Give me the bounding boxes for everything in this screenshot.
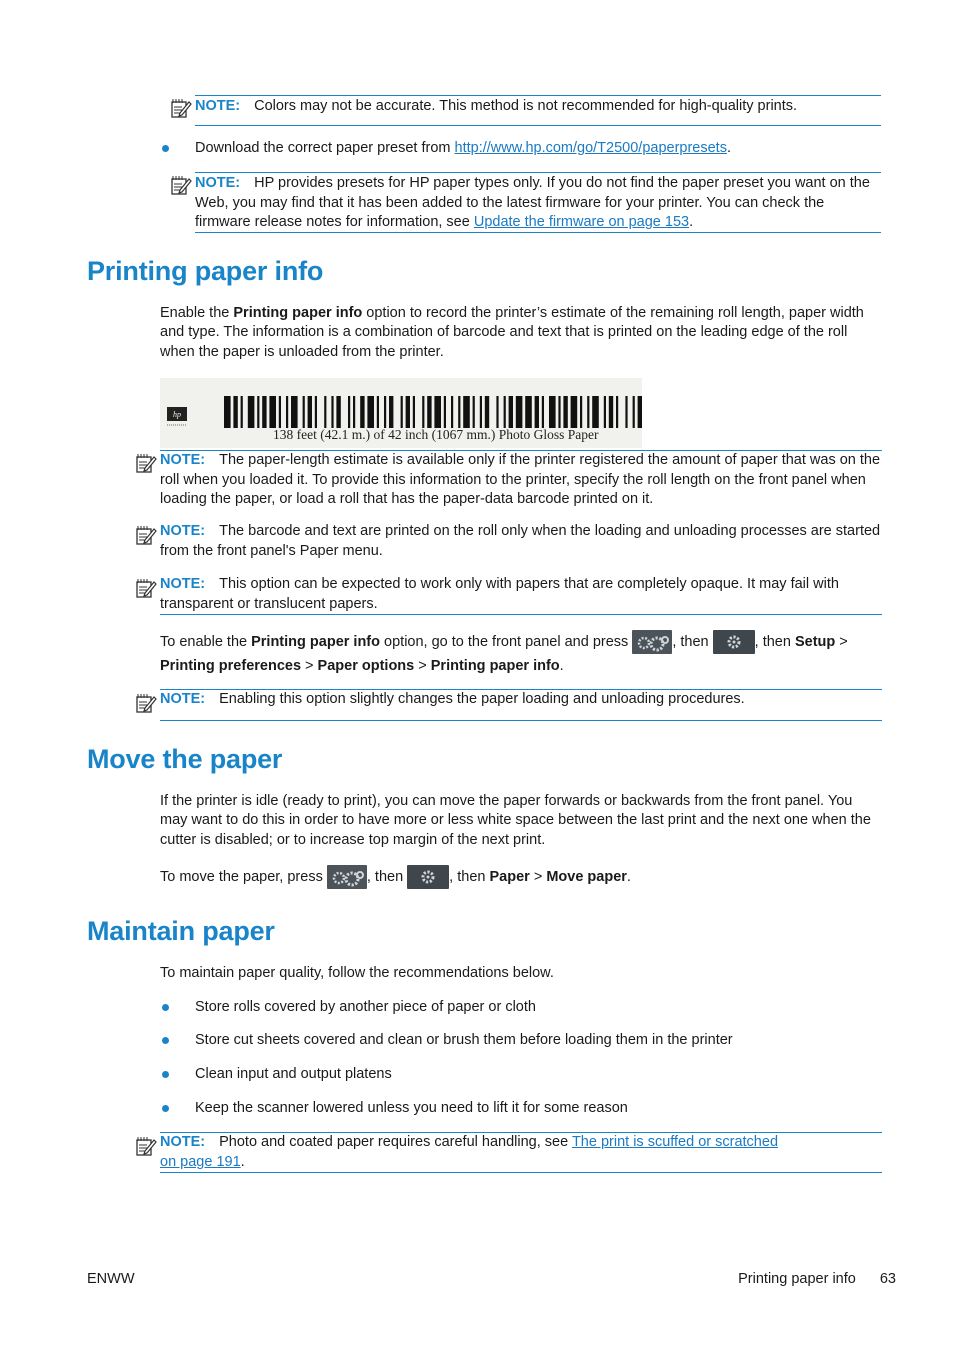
note-photo-paper: NOTE: Photo and coated paper requires careful handling, see The print is scuffed or scratched on page 191. — [160, 1133, 882, 1173]
note-enabling-option — [160, 690, 882, 720]
note-text: Photo and coated paper requires careful handling, see — [219, 1134, 569, 1150]
barcode-bar — [279, 396, 281, 428]
note-paper-length — [160, 451, 882, 511]
barcode-bar — [233, 396, 237, 428]
gear-icon — [407, 865, 449, 889]
barcode-bar — [241, 396, 243, 428]
barcode-bar — [389, 396, 393, 428]
barcode-bar — [224, 396, 231, 428]
note-text: Colors may not be accurate. This method is not recommended for high-quality prints. — [254, 98, 798, 114]
barcode-bar — [625, 396, 627, 428]
barcode-bar — [384, 396, 386, 428]
enable-instructions: To enable the Printing paper info option, go to the front panel and press , then , then Setup > Printing preferences > Paper options > Printing paper info. — [160, 630, 880, 678]
barcode-bar — [592, 396, 599, 428]
barcode-bar — [535, 396, 539, 428]
bullet — [162, 1037, 169, 1044]
scuffed-print-link[interactable]: The print is scuffed or scratched — [571, 1134, 779, 1150]
barcode-bar — [549, 396, 556, 428]
barcode-bar — [262, 396, 266, 428]
barcode-bar — [580, 396, 582, 428]
note-label: NOTE: — [160, 1134, 206, 1150]
barcode-bar — [638, 396, 642, 428]
page-number: 63 — [879, 1271, 896, 1287]
barcode-bar — [324, 396, 326, 428]
barcode-bar — [444, 396, 446, 428]
barcode-bar — [496, 396, 498, 428]
section-heading-maintain-paper: Maintain paper — [87, 916, 275, 946]
list-item: Keep the scanner lowered unless you need to lift it for some reason — [195, 1100, 628, 1116]
note-text: Enabling this option slightly changes the paper loading and unloading procedures. — [219, 691, 745, 707]
bullet — [162, 145, 169, 152]
barcode-bar — [434, 396, 441, 428]
barcode-bar — [348, 396, 350, 428]
barcode-bar — [367, 396, 374, 428]
barcode-bar — [616, 396, 618, 428]
footer-section: Printing paper info — [738, 1271, 856, 1287]
note-text: This option can be expected to work only with papers that are completely opaque. It may fail with transparent or translucent papers. — [160, 576, 839, 612]
section-heading-move-paper: Move the paper — [87, 744, 283, 774]
barcode-bar — [377, 396, 379, 428]
settings-button-icon — [632, 630, 672, 654]
bullet — [162, 1004, 169, 1011]
note-label: NOTE: — [195, 175, 241, 191]
note-text: HP provides presets for HP paper types only. If you do not find the paper preset you want on the Web, you may find that it has been added to the latest firmware for your printer. You can check the firmware release notes for information, see — [195, 175, 870, 230]
barcode-bar — [571, 396, 578, 428]
barcode-bar — [504, 396, 506, 428]
note-icon — [170, 97, 192, 119]
barcode-caption: 138 feet (42.1 m.) of 42 inch (1067 mm.) Photo Gloss Paper — [273, 427, 599, 442]
maintain-intro: To maintain paper quality, follow the recommendations below. — [160, 965, 554, 981]
barcode-bar — [406, 396, 410, 428]
barcode-bar — [587, 396, 589, 428]
note-label: NOTE: — [160, 523, 206, 539]
barcode-bar — [257, 396, 259, 428]
note-icon — [135, 1135, 157, 1157]
barcode-bar — [269, 396, 276, 428]
barcode-bar — [248, 396, 255, 428]
note-label: NOTE: — [160, 576, 206, 592]
section-heading-printing-paper-info: Printing paper info — [87, 256, 324, 286]
barcode-bar — [331, 396, 333, 428]
note-presets: NOTE: HP provides presets for HP paper types only. If you do not find the paper preset you want on the Web, you may find that it has been added to the latest firmware for your printer. You can check the firmware release notes for information, see Update the firmware on page 153. — [195, 173, 881, 233]
bullet — [162, 1105, 169, 1112]
note-icon — [135, 524, 157, 546]
barcode-bar — [291, 396, 298, 428]
barcode-bar — [286, 396, 288, 428]
note-icon — [170, 174, 192, 196]
list-item: Store cut sheets covered and clean or brush them before loading them in the printer — [195, 1032, 733, 1048]
barcode-bar — [308, 396, 312, 428]
footer-left: ENWW — [87, 1271, 135, 1287]
note-label: NOTE: — [160, 691, 206, 707]
move-paper-instructions: To move the paper, press , then , then Paper > Move paper. — [160, 865, 631, 889]
barcode — [224, 396, 642, 428]
note-icon — [135, 452, 157, 474]
barcode-bar — [458, 396, 460, 428]
barcode-bar — [604, 396, 606, 428]
barcode-bar — [353, 396, 355, 428]
note-opaque — [160, 575, 882, 615]
barcode-bar — [463, 396, 470, 428]
barcode-bar — [336, 396, 340, 428]
barcode-bar — [516, 396, 523, 428]
printing-info-intro: Enable the Printing paper info option to record the printer’s estimate of the remaining roll length, paper width and type. The information is a combination of barcode and text that is printed on the leading edge of the roll when the paper is unloaded from the printer. — [160, 305, 864, 360]
note-label: NOTE: — [195, 98, 241, 114]
note-icon — [135, 577, 157, 599]
barcode-bar — [509, 396, 513, 428]
barcode-bar — [303, 396, 305, 428]
barcode-bar — [563, 396, 567, 428]
note-icon — [135, 692, 157, 714]
barcode-bar — [542, 396, 544, 428]
barcode-bar — [427, 396, 431, 428]
svg-text:hp: hp — [173, 410, 181, 419]
barcode-bar — [609, 396, 613, 428]
barcode-bar — [413, 396, 415, 428]
note-colors — [195, 96, 881, 125]
barcode-bar — [525, 396, 532, 428]
barcode-bar — [401, 396, 403, 428]
paper-presets-link[interactable]: http://www.hp.com/go/T2500/paperpresets — [454, 140, 727, 156]
note-text: The barcode and text are printed on the roll only when the loading and unloading processes are started from the front panel's Paper menu. — [160, 523, 881, 559]
gear-icon — [713, 630, 755, 654]
barcode-bar — [558, 396, 560, 428]
barcode-bar — [360, 396, 364, 428]
update-firmware-link[interactable]: Update the firmware on page 153 — [473, 214, 690, 230]
bullet — [162, 1071, 169, 1078]
barcode-bar — [315, 396, 317, 428]
barcode-bar — [473, 396, 475, 428]
barcode-bar — [422, 396, 424, 428]
barcode-bar — [633, 396, 635, 428]
list-item: Store rolls covered by another piece of paper or cloth — [195, 999, 536, 1015]
barcode-sample-image — [160, 378, 642, 448]
barcode-bar — [451, 396, 453, 428]
scuffed-print-page-link[interactable]: on page 191 — [160, 1153, 241, 1170]
footer-right — [738, 1271, 896, 1287]
download-line: Download the correct paper preset from http://www.hp.com/go/T2500/paperpresets. — [195, 140, 731, 156]
note-barcode-text — [160, 522, 882, 562]
barcode-bar — [485, 396, 489, 428]
move-paper-body: If the printer is idle (ready to print), you can move the paper forwards or backwards from the front panel. You may want to do this in order to have more or less white space between the last print and the next one when the cutter is disabled; or to increase top margin of the next print. — [160, 793, 871, 848]
list-item: Clean input and output platens — [195, 1066, 392, 1082]
barcode-bar — [480, 396, 482, 428]
note-label: NOTE: — [160, 452, 206, 468]
hp-logo — [164, 402, 192, 430]
note-text: The paper-length estimate is available only if the printer registered the amount of paper that was on the roll when you loaded it. To provide this information to the printer, specify the roll length on the front panel when loading the paper, or load a roll that has the paper-data barcode printed on it. — [160, 452, 881, 507]
settings-button-icon — [327, 865, 367, 889]
